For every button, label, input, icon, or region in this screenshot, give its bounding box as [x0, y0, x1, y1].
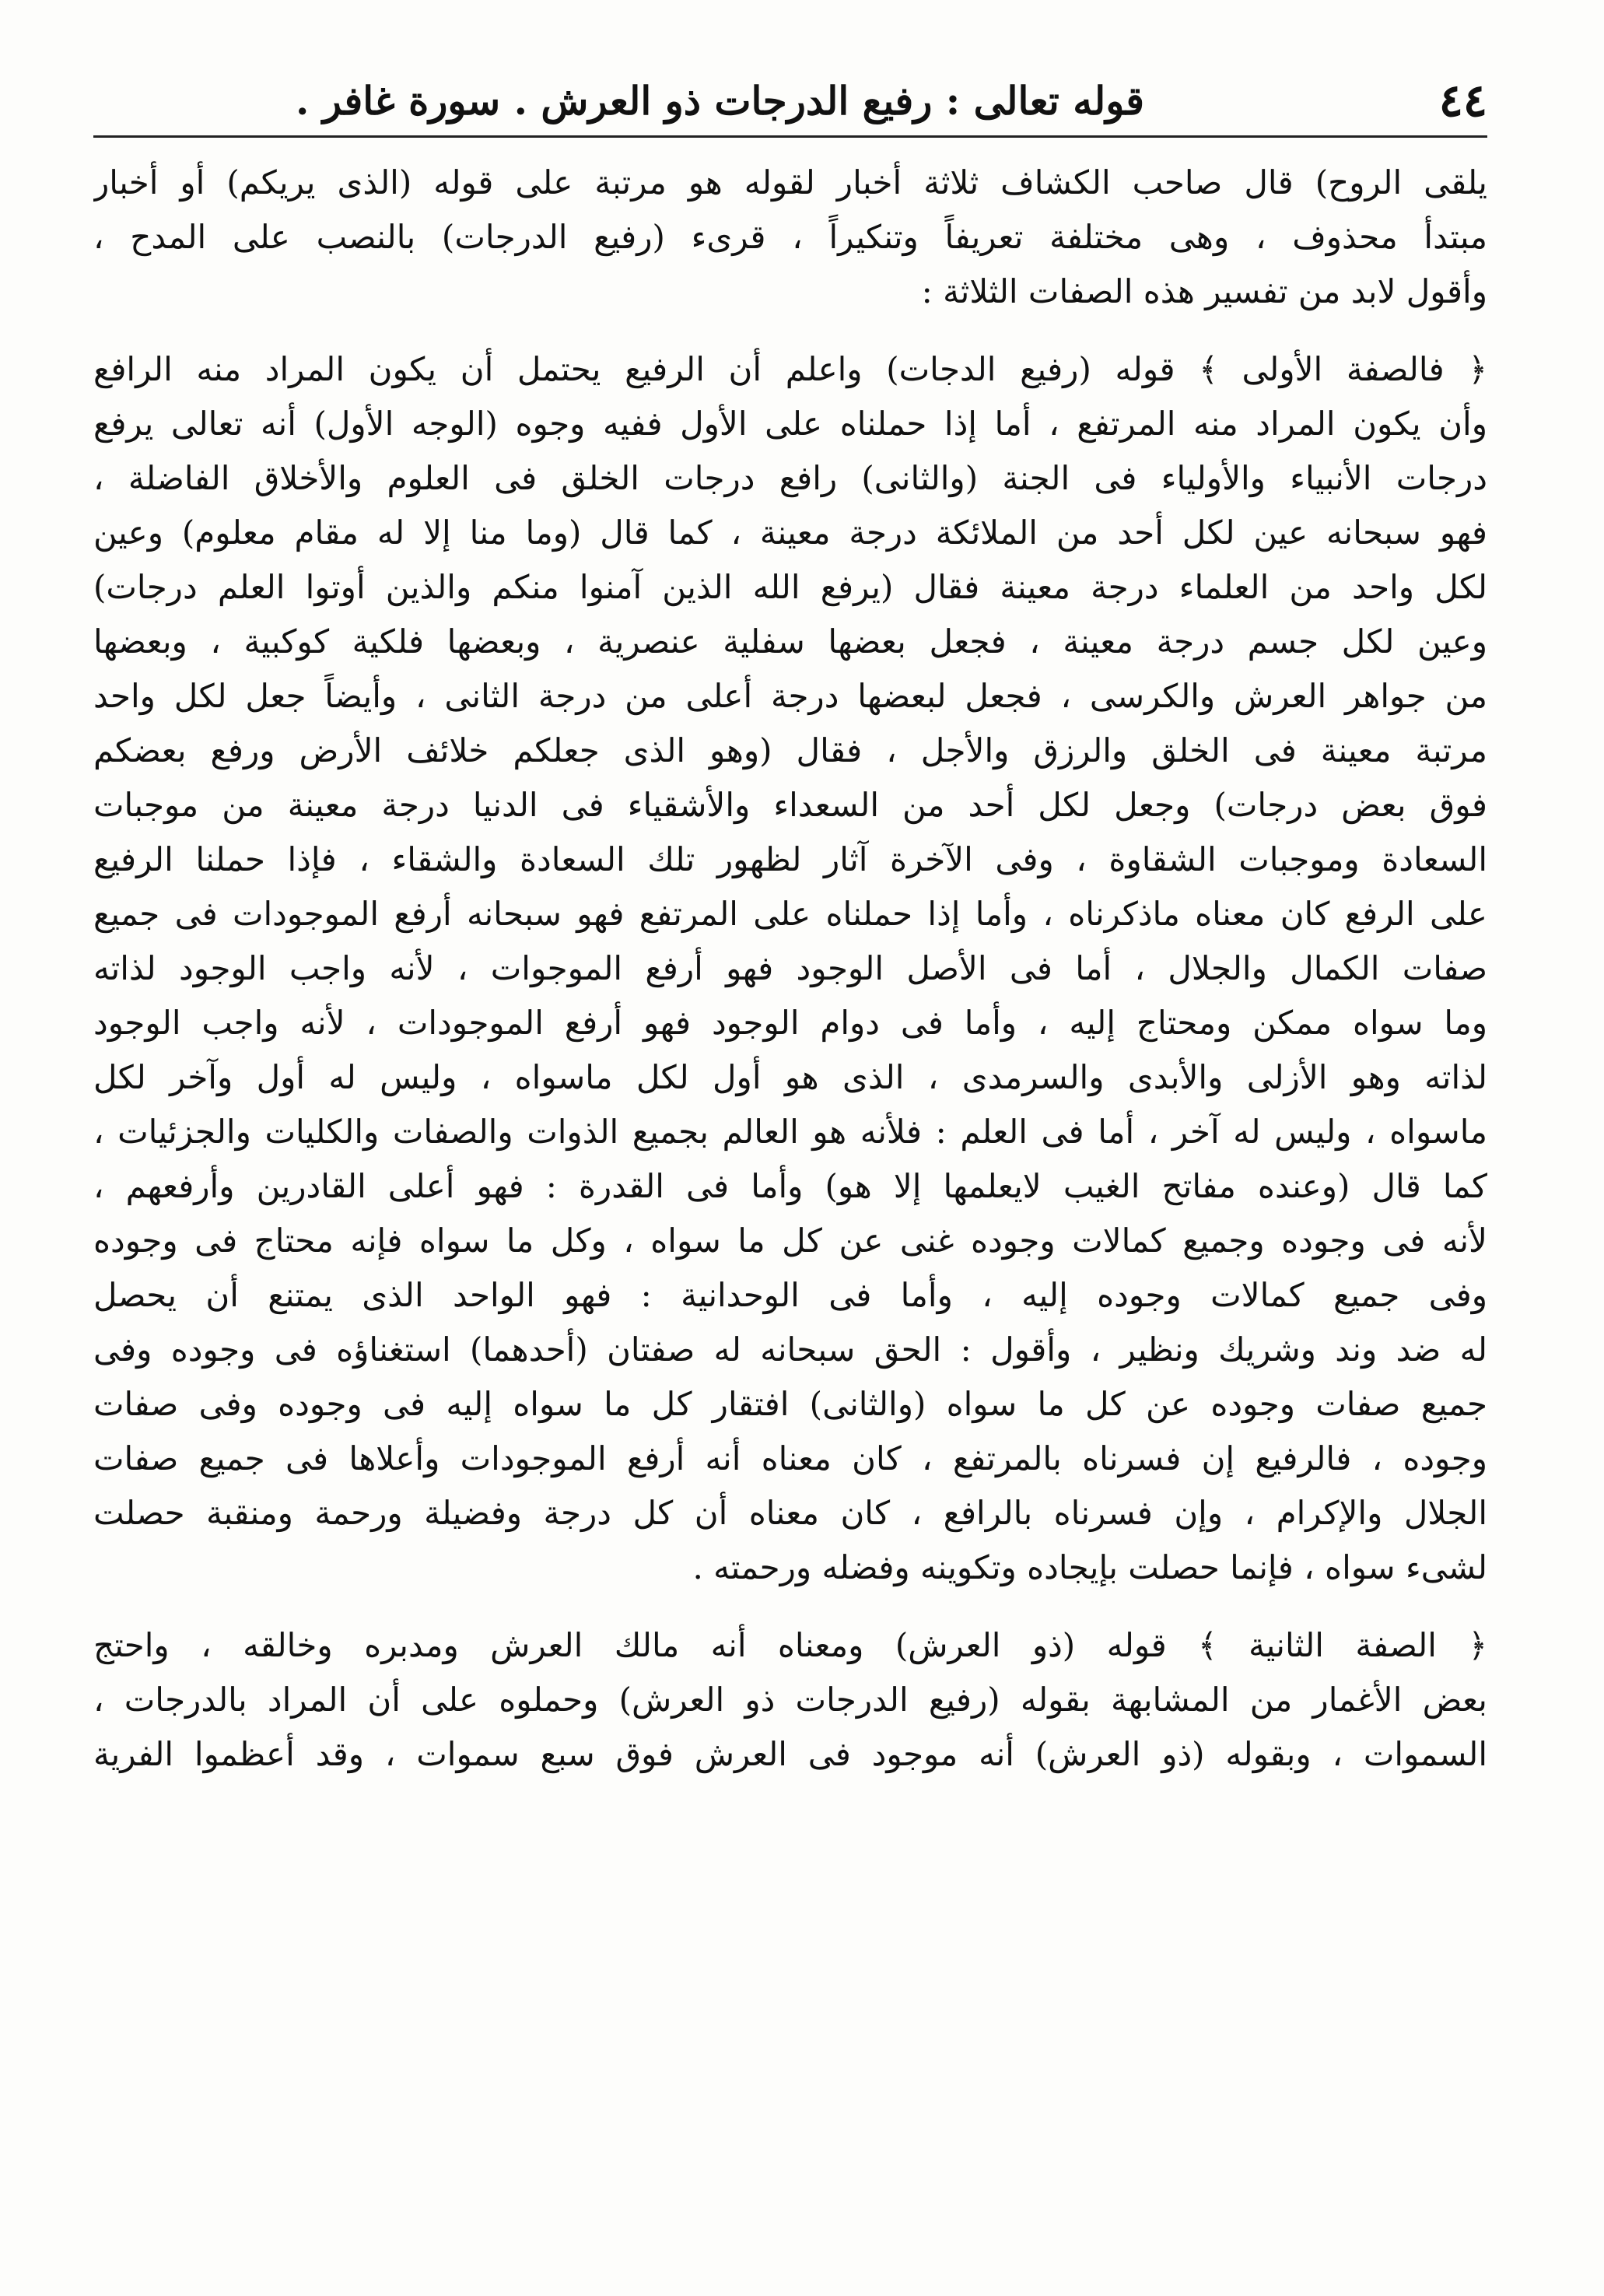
page-number: ٤٤ — [1438, 74, 1487, 127]
text-line: بعض الأغمار من المشابهة بقوله (رفيع الدرجات ذو العرش) وحملوه على أن المراد بالدرجات ، — [93, 1681, 1487, 1719]
text-line: وما سواه ممكن ومحتاج إليه ، وأما فى دوام الوجود فهو أرفع الموجودات ، لأنه واجب الوجود — [93, 1004, 1487, 1042]
text-line: وأن يكون المراد منه المرتفع ، أما إذا حملناه على الأول ففيه وجوه (الوجه الأول) أنه تعالى يرفع — [93, 405, 1487, 443]
text-line: السعادة وموجبات الشقاوة ، وفى الآخرة آثار لظهور تلك السعادة والشقاء ، فإذا حملنا الرفيع — [93, 840, 1487, 878]
text-line: السموات ، وبقوله (ذو العرش) أنه موجود فى العرش فوق سبع سموات ، وقد أعظموا الفرية — [93, 1735, 1487, 1773]
text-line: وجوده ، فالرفيع إن فسرناه بالمرتفع ، كان معناه أنه أرفع الموجودات وأعلاها فى جميع صفات — [93, 1439, 1487, 1478]
page-header — [93, 68, 1487, 132]
text-line: درجات الأنبياء والأولياء فى الجنة (والثانى) رافع درجات الخلق فى العلوم والأخلاق الفاضلة ، — [93, 459, 1487, 497]
text-line: يلقى الروح) قال صاحب الكشاف ثلاثة أخبار لقوله هو مرتبة على قوله (الذى يريكم) أو أخبار — [93, 163, 1487, 202]
text-line: كما قال (وعنده مفاتح الغيب لايعلمها إلا هو) وأما فى القدرة : فهو أعلى القادرين وأرفعهم ، — [93, 1167, 1487, 1205]
text-line: مبتدأ محذوف ، وهى مختلفة تعريفاً وتنكيراً ، قرىء (رفيع الدرجات) بالنصب على المدح ، — [93, 218, 1487, 256]
paragraph — [93, 1618, 1487, 1782]
text-line: جميع صفات وجوده عن كل ما سواه (والثانى) افتقار كل ما سواه إليه فى وجوده وفى صفات — [93, 1385, 1487, 1423]
text-line: على الرفع كان معناه ماذكرناه ، وأما إذا حملناه على المرتفع فهو سبحانه أرفع الموجودات فى جميع — [93, 895, 1487, 933]
text-line: الجلال والإكرام ، وإن فسرناه بالرافع ، كان معناه أن كل درجة وفضيلة ورحمة ومنقبة حصلت — [93, 1494, 1487, 1532]
text-line: صفات الكمال والجلال ، أما فى الأصل الوجود فهو أرفع الموجوات ، لأنه واجب الوجود لذاته — [93, 949, 1487, 987]
text-line: ماسواه ، وليس له آخر ، أما فى العلم : فلأنه هو العالم بجميع الذوات والصفات والكليات والجزئيات ، — [93, 1113, 1487, 1151]
text-line: لأنه فى وجوده وجميع كمالات وجوده غنى عن كل ما سواه ، وكل ما سواه فإنه محتاج فى وجوده — [93, 1222, 1487, 1260]
page-body — [93, 156, 1487, 1805]
text-line: فوق بعض درجات) وجعل لكل أحد من السعداء والأشقياء فى الدنيا درجة معينة من موجبات — [93, 786, 1487, 824]
text-line: وعين لكل جسم درجة معينة ، فجعل بعضها سفلية عنصرية ، وبعضها فلكية كوكبية ، وبعضها — [93, 622, 1487, 661]
text-line: له ضد وند وشريك ونظير ، وأقول : الحق سبحانه له صفتان (أحدهما) استغناؤه فى وجوده وفى — [93, 1330, 1487, 1369]
running-title: قوله تعالى : رفيع الدرجات ذو العرش . سورة غافر . — [296, 77, 1144, 124]
text-line: ﴿ الصفة الثانية ﴾ قوله (ذو العرش) ومعناه أنه مالك العرش ومدبره وخالقه ، واحتج — [93, 1626, 1487, 1664]
text-line: فهو سبحانه عين لكل أحد من الملائكة درجة معينة ، كما قال (وما منا إلا له مقام معلوم) وعين — [93, 514, 1487, 552]
text-line: لشىء سواه ، فإنما حصلت بإيجاده وتكوينه وفضله ورحمته . — [692, 1548, 1487, 1586]
text-line: وأقول لابد من تفسير هذه الصفات الثلاثة : — [921, 272, 1487, 310]
paragraph — [93, 342, 1487, 1595]
header-rule — [93, 135, 1487, 138]
text-line: مرتبة معينة فى الخلق والرزق والأجل ، فقال (وهو الذى جعلكم خلائف الأرض ورفع بعضكم — [93, 731, 1487, 769]
text-line: لذاته وهو الأزلى والأبدى والسرمدى ، الذى هو أول لكل ماسواه ، وليس له أول وآخر لكل — [93, 1058, 1487, 1096]
text-line: وفى جميع كمالات وجوده إليه ، وأما فى الوحدانية : فهو الواحد الذى يمتنع أن يحصل — [93, 1276, 1487, 1314]
paragraph — [93, 156, 1487, 319]
text-line: لكل واحد من العلماء درجة معينة فقال (يرفع الله الذين آمنوا منكم والذين أوتوا العلم درجات) — [93, 568, 1487, 606]
text-line: ﴿ فالصفة الأولى ﴾ قوله (رفيع الدجات) واعلم أن الرفيع يحتمل أن يكون المراد منه الرافع — [93, 350, 1487, 388]
text-line: من جواهر العرش والكرسى ، فجعل لبعضها درجة أعلى من درجة الثانى ، وأيضاً جعل لكل واحد — [93, 677, 1487, 715]
